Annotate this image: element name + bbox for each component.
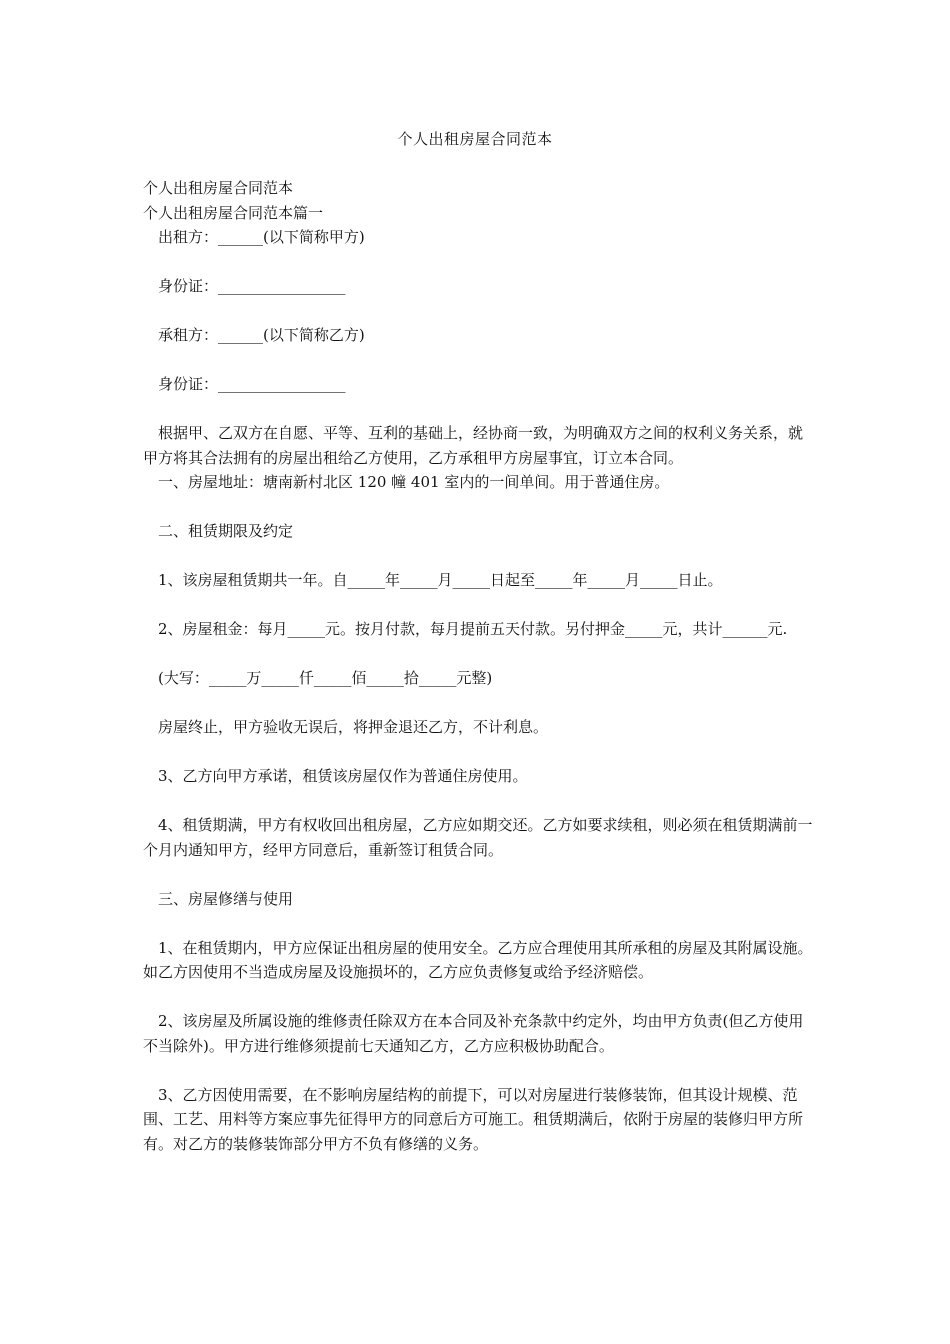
clause-3-3: 3、乙方因使用需要，在不影响房屋结构的前提下，可以对房屋进行装修装饰，但其设计规模、范围、工艺、用料等方案应事先征得甲方的同意后方可施工。租赁期满后，依附于房屋的装修归甲方所有。对乙方的装修装饰部分甲方不负有修缮的义务。 (143, 1085, 804, 1153)
line-gap (143, 397, 815, 422)
section-2-heading: 二、租赁期限及约定 (143, 522, 294, 540)
line-gap (143, 299, 815, 324)
line-gap (143, 250, 815, 275)
line-gap (143, 348, 815, 373)
clause-2-3: 3、乙方向甲方承诺，租赁该房屋仅作为普通住房使用。 (143, 767, 528, 785)
landlord-line: 出租方：______(以下简称甲方) (143, 228, 365, 246)
line-gap (143, 789, 815, 814)
line-gap (143, 1058, 815, 1083)
line-gap (143, 642, 815, 667)
section-3-heading: 三、房屋修缮与使用 (143, 889, 294, 908)
clause-2-4: 4、租赁期满，甲方有权收回出租房屋，乙方应如期交还。乙方如要求续租，则必须在租赁期满前一个月内通知甲方，经甲方同意后，重新签订租赁合同。 (143, 816, 813, 859)
line-gap (143, 544, 815, 569)
deposit-return-line: 房屋终止，甲方验收无误后，将押金退还乙方，不计利息。 (143, 718, 549, 736)
doc-line: 个人出租房屋合同范本 (143, 179, 294, 197)
line-gap (143, 691, 815, 716)
document-body (143, 176, 815, 1156)
amount-in-words: (大写：_____万_____仟_____佰_____拾_____元整) (143, 669, 493, 687)
doc-line: 个人出租房屋合同范本篇一 (143, 203, 324, 222)
tenant-id-line: 身份证：_________________ (143, 375, 346, 393)
clause-3-1: 1、在租赁期内，甲方应保证出租房屋的使用安全。乙方应合理使用其所承租的房屋及其附属设施。如乙方因使用不当造成房屋及设施损坏的，乙方应负责修复或给予经济赔偿。 (143, 938, 813, 981)
landlord-id-line: 身份证：_________________ (143, 277, 346, 295)
clause-2-1: 1、该房屋租赁期共一年。自_____年_____月_____日起至_____年_____月_____日止。 (143, 571, 723, 589)
line-gap (143, 985, 815, 1010)
intro-paragraph: 根据甲、乙双方在自愿、平等、互利的基础上，经协商一致，为明确双方之间的权利义务关系，就甲方将其合法拥有的房屋出租给乙方使用，乙方承租甲方房屋事宜，订立本合同。 (143, 424, 804, 467)
line-gap (143, 495, 815, 520)
clause-3-2: 2、该房屋及所属设施的维修责任除双方在本合同及补充条款中约定外，均由甲方负责(但乙方使用不当除外)。甲方进行维修须提前七天通知乙方，乙方应积极协助配合。 (143, 1012, 804, 1055)
line-gap (143, 862, 815, 887)
line-gap (143, 911, 815, 936)
line-gap (143, 740, 815, 765)
tenant-line: 承租方：______(以下简称乙方) (143, 326, 365, 344)
clause-2-2: 2、房屋租金：每月_____元。按月付款，每月提前五天付款。另付押金_____元，共计______元. (143, 620, 788, 638)
section-1-address: 一、房屋地址：塘南新村北区 120 幢 401 室内的一间单间。用于普通住房。 (143, 473, 670, 491)
line-gap (143, 593, 815, 618)
document-title: 个人出租房屋合同范本 (397, 130, 553, 148)
